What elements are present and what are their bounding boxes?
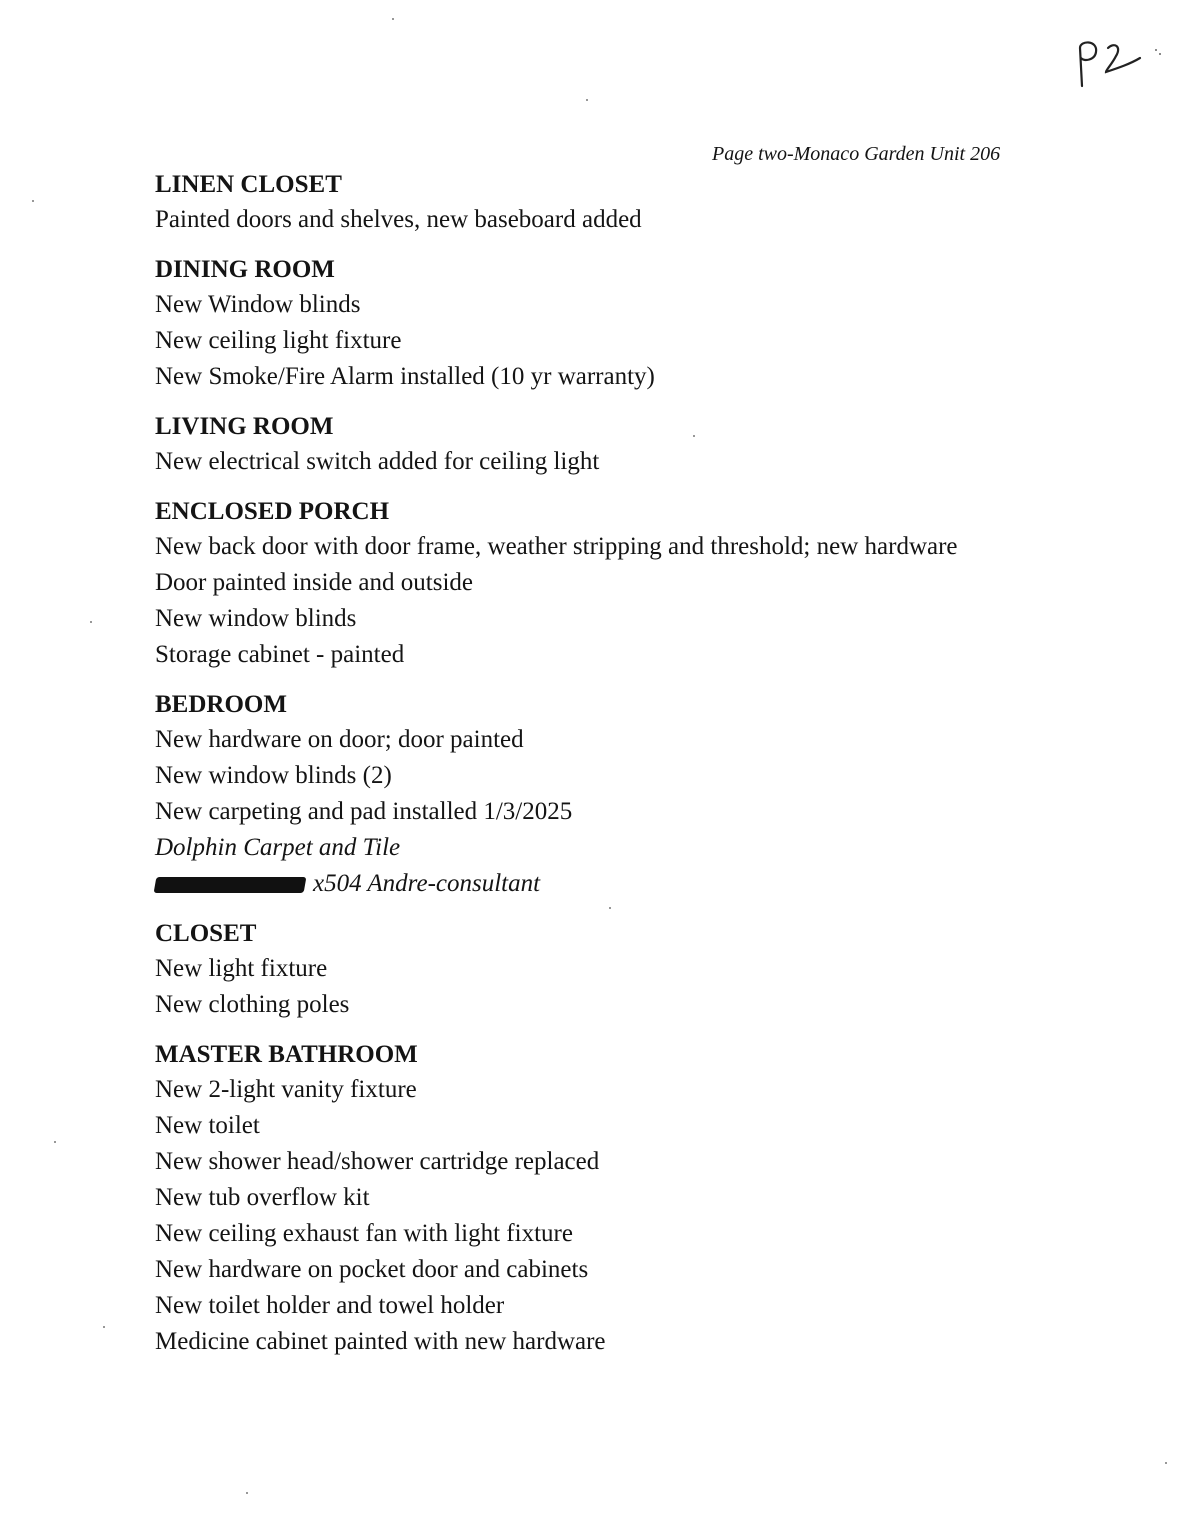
- scan-speck: [103, 1326, 105, 1328]
- section-linen-closet: [155, 168, 1145, 238]
- list-item: New shower head/shower cartridge replaced: [155, 1148, 600, 1175]
- list-item: Door painted inside and outside: [155, 569, 473, 596]
- section-closet: [155, 917, 1145, 1023]
- section-dining-room: [155, 253, 1145, 395]
- scan-speck: [54, 1141, 56, 1143]
- list-item: New Window blinds: [155, 291, 361, 318]
- scan-speck: [392, 18, 394, 20]
- list-item: New tub overflow kit: [155, 1184, 370, 1211]
- list-item: New ceiling light fixture: [155, 327, 402, 354]
- list-item: New carpeting and pad installed 1/3/2025: [155, 798, 573, 825]
- section-living-room: [155, 410, 1145, 480]
- list-item: New clothing poles: [155, 991, 350, 1018]
- section-heading: LIVING ROOM: [155, 413, 334, 440]
- scan-speck: [586, 99, 588, 101]
- list-item: New ceiling exhaust fan with light fixture: [155, 1220, 573, 1247]
- section-master-bathroom: [155, 1038, 1145, 1360]
- list-item: New toilet: [155, 1112, 260, 1139]
- list-item: New hardware on door; door painted: [155, 726, 524, 753]
- list-item: Medicine cabinet painted with new hardware: [155, 1328, 606, 1355]
- redacted-phone-number: [154, 877, 307, 893]
- section-enclosed-porch: [155, 495, 1145, 673]
- scan-speck: [32, 200, 34, 202]
- scan-speck: [1165, 1462, 1167, 1464]
- list-item: New light fixture: [155, 955, 328, 982]
- list-item: New back door with door frame, weather stripping and threshold; new hardware: [155, 533, 958, 560]
- section-heading: CLOSET: [155, 920, 257, 947]
- section-heading: LINEN CLOSET: [155, 171, 342, 198]
- section-bedroom: [155, 688, 1145, 902]
- vendor-contact: x504 Andre-consultant: [313, 870, 541, 897]
- vendor-contact-line: [155, 866, 1145, 902]
- list-item: New electrical switch added for ceiling light: [155, 448, 600, 475]
- list-item: Painted doors and shelves, new baseboard added: [155, 206, 642, 233]
- list-item: New window blinds (2): [155, 762, 392, 789]
- scan-speck: [246, 1492, 248, 1494]
- list-item: New window blinds: [155, 605, 357, 632]
- scan-speck: [90, 621, 92, 623]
- list-item: New toilet holder and towel holder: [155, 1292, 505, 1319]
- list-item: New 2-light vanity fixture: [155, 1076, 417, 1103]
- section-heading: DINING ROOM: [155, 256, 335, 283]
- list-item: New hardware on pocket door and cabinets: [155, 1256, 589, 1283]
- section-heading: ENCLOSED PORCH: [155, 498, 390, 525]
- document-body: [155, 168, 1145, 1375]
- list-item: New Smoke/Fire Alarm installed (10 yr warranty): [155, 363, 655, 390]
- section-heading: BEDROOM: [155, 691, 287, 718]
- page-header: Page two-Monaco Garden Unit 206: [712, 143, 1001, 165]
- section-heading: MASTER BATHROOM: [155, 1041, 418, 1068]
- handwritten-page-mark: [1068, 34, 1168, 94]
- vendor-name: Dolphin Carpet and Tile: [155, 834, 401, 861]
- list-item: Storage cabinet - painted: [155, 641, 405, 668]
